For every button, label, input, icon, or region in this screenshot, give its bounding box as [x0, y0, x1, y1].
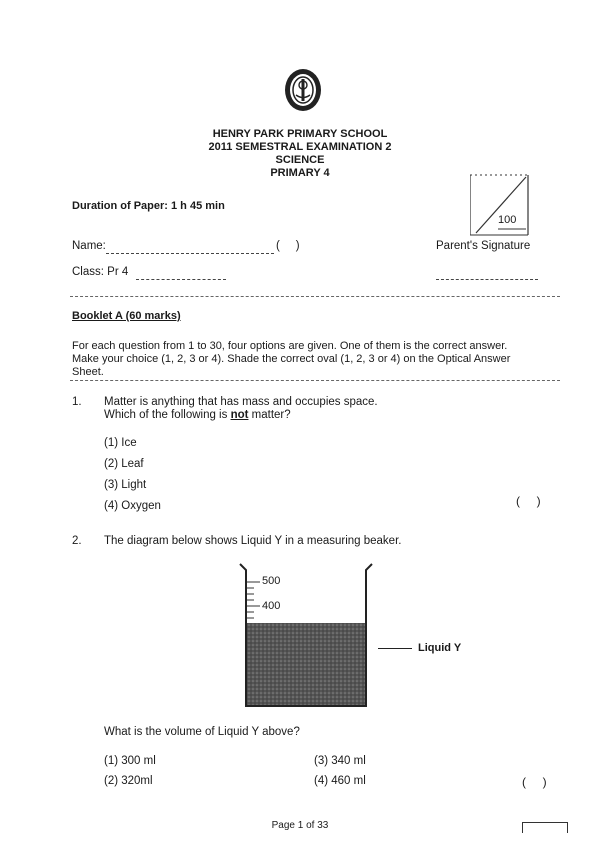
question-1-option-4: (4) Oxygen — [104, 500, 161, 512]
instruction-line-2: Make your choice (1, 2, 3 or 4). Shade the correct oval (1, 2, 3 or 4) on the Optical Answer — [72, 353, 511, 365]
school-name: HENRY PARK PRIMARY SCHOOL — [212, 128, 388, 140]
measuring-beaker-diagram — [236, 560, 376, 708]
question-2-option-3: (3) 340 ml — [314, 755, 366, 767]
question-2-text: The diagram below shows Liquid Y in a measuring beaker. — [104, 535, 402, 547]
parent-signature-label: Parent's Signature — [436, 240, 531, 252]
instruction-line-1: For each question from 1 to 30, four options are given. One of them is the correct answer. — [72, 340, 508, 352]
question-1-answer-paren: ( ) — [516, 494, 541, 508]
beaker-tick-label-400: 400 — [262, 600, 281, 612]
question-1-number: 1. — [72, 396, 82, 408]
level-title: PRIMARY 4 — [270, 167, 330, 179]
question-1-text-post: matter? — [248, 409, 291, 421]
question-1-text-line-2 — [104, 409, 291, 421]
subject-title: SCIENCE — [275, 154, 325, 166]
booklet-a-heading: Booklet A (60 marks) — [72, 310, 181, 322]
duration-of-paper: Duration of Paper: 1 h 45 min — [72, 200, 225, 212]
signature-blank-line — [436, 279, 538, 280]
question-1-option-2: (2) Leaf — [104, 458, 144, 470]
question-1-text-pre: Which of the following is — [104, 409, 231, 421]
question-2-number: 2. — [72, 535, 82, 547]
class-blank-line — [136, 279, 226, 280]
class-label: Class: Pr 4 — [72, 266, 129, 278]
separator-dashed-line-1 — [70, 296, 560, 297]
score-total: 100 — [498, 214, 517, 226]
page-number: Page 1 of 33 — [271, 820, 329, 831]
name-class-number-paren: ( ) — [276, 240, 300, 252]
question-1-text-line-1: Matter is anything that has mass and occupies space. — [104, 396, 378, 408]
question-1-emphasis-not: not — [230, 409, 249, 421]
question-2-option-4: (4) 460 ml — [314, 775, 366, 787]
liquid-y-pointer-line — [378, 648, 412, 649]
question-1-option-3: (3) Light — [104, 479, 147, 491]
question-2-option-1: (1) 300 ml — [104, 755, 156, 767]
question-2-prompt: What is the volume of Liquid Y above? — [104, 726, 300, 738]
question-1-option-1: (1) Ice — [104, 437, 137, 449]
separator-dashed-line-2 — [70, 380, 560, 381]
school-crest-logo — [283, 67, 323, 113]
exam-title: 2011 SEMESTRAL EXAMINATION 2 — [208, 141, 392, 153]
name-blank-line — [106, 253, 274, 254]
beaker-tick-label-500: 500 — [262, 575, 281, 587]
instruction-line-3: Sheet. — [72, 366, 104, 378]
question-2-answer-paren: ( ) — [522, 775, 547, 789]
footer-corner-box — [522, 822, 568, 833]
question-2-option-2: (2) 320ml — [104, 775, 153, 787]
name-label: Name: — [72, 240, 106, 252]
liquid-y-label: Liquid Y — [418, 642, 462, 654]
score-box — [470, 173, 530, 237]
